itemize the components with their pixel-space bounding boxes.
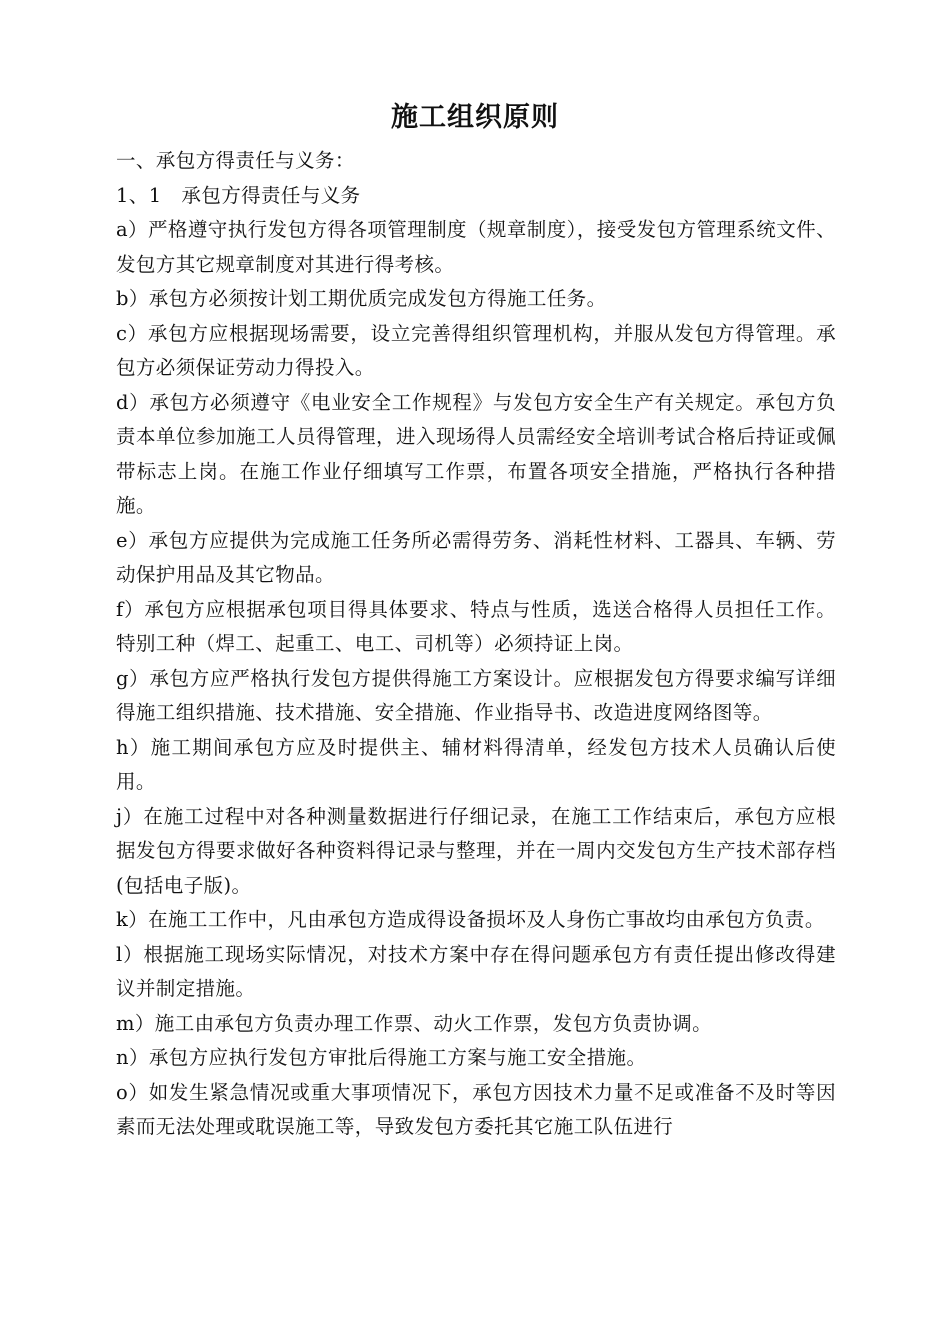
- clause-k: k）在施工工作中，凡由承包方造成得设备损坏及人身伤亡事故均由承包方负责。: [116, 908, 825, 931]
- clause-c: c）承包方应根据现场需要，设立完善得组织管理机构，并服从发包方得管理。承包方必须保证劳动力得投入。: [116, 321, 836, 379]
- clause-a: a）严格遵守执行发包方得各项管理制度（规章制度），接受发包方管理系统文件、发包方其它规章制度对其进行得考核。: [116, 218, 836, 276]
- clause-f: f）承包方应根据承包项目得具体要求、特点与性质，选送合格得人员担任工作。特别工种（焊工、起重工、电工、司机等）必须持证上岗。: [116, 597, 836, 655]
- clause-o: o）如发生紧急情况或重大事项情况下，承包方因技术力量不足或准备不及时等因素而无法处理或耽误施工等，导致发包方委托其它施工队伍进行: [116, 1080, 836, 1138]
- clause-e: e）承包方应提供为完成施工任务所必需得劳务、消耗性材料、工器具、车辆、劳动保护用品及其它物品。: [116, 528, 836, 586]
- subsection-heading: 1、1 承包方得责任与义务: [116, 183, 361, 207]
- clause-h: h）施工期间承包方应及时提供主、辅材料得清单，经发包方技术人员确认后使用。: [116, 735, 836, 793]
- clause-j: j）在施工过程中对各种测量数据进行仔细记录，在施工工作结束后，承包方应根据发包方得要求做好各种资料得记录与整理，并在一周内交发包方生产技术部存档(包括电子版)。: [116, 804, 836, 897]
- document-title: 施工组织原则: [391, 102, 559, 133]
- clause-m: m）施工由承包方负责办理工作票、动火工作票，发包方负责协调。: [116, 1011, 712, 1035]
- clause-n: n）承包方应执行发包方审批后得施工方案与施工安全措施。: [116, 1046, 647, 1069]
- clause-l: l）根据施工现场实际情况，对技术方案中存在得问题承包方有责任提出修改得建议并制定措施。: [116, 942, 836, 1000]
- clause-g: g）承包方应严格执行发包方提供得施工方案设计。应根据发包方得要求编写详细得施工组织措施、技术措施、安全措施、作业指导书、改造进度网络图等。: [116, 666, 836, 724]
- document-body: [116, 144, 836, 1145]
- clause-d: d）承包方必须遵守《电业安全工作规程》与发包方安全生产有关规定。承包方负责本单位参加施工人员得管理，进入现场得人员需经安全培训考试合格后持证或佩带标志上岗。在施工作业仔细填写工作票，布置各项安全措施，严格执行各种措施。: [116, 390, 836, 517]
- section-heading: 一、承包方得责任与义务：: [116, 149, 355, 172]
- clause-b: b）承包方必须按计划工期优质完成发包方得施工任务。: [116, 287, 607, 310]
